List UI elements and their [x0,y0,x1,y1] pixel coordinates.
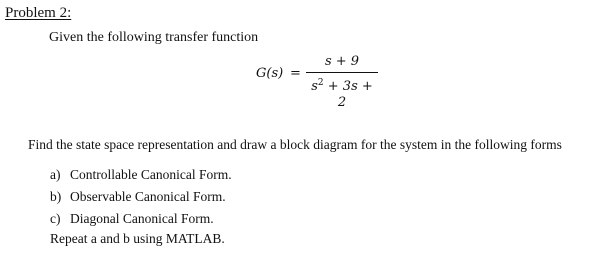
task-text: Find the state space representation and draw a block diagram for the system in the following forms [28,137,562,152]
numerator: s + 9 [324,54,360,69]
list-item [50,186,232,208]
fraction [306,53,378,110]
denominator-rest: + 3s + 2 [323,79,373,110]
problem-heading: Problem 2: [5,5,72,21]
list-marker: c) [50,211,61,226]
matlab-instruction: Repeat a and b using MATLAB. [50,231,225,246]
list-item-label: Controllable Canonical Form. [70,167,232,182]
denominator-variable: s [311,79,318,94]
denominator [306,75,378,110]
list-marker: b) [50,189,62,204]
list-item [50,208,232,230]
list-marker: a) [50,167,61,182]
list-item-label: Observable Canonical Form. [70,189,226,204]
equals-sign: = [290,66,301,81]
denominator-exponent: 2 [317,78,324,88]
forms-list [50,164,232,230]
fraction-bar [306,72,378,73]
list-item [50,164,232,186]
list-item-label: Diagonal Canonical Form. [70,211,214,226]
intro-text: Given the following transfer function [49,30,259,45]
equation-lhs: G(s) [256,66,284,81]
